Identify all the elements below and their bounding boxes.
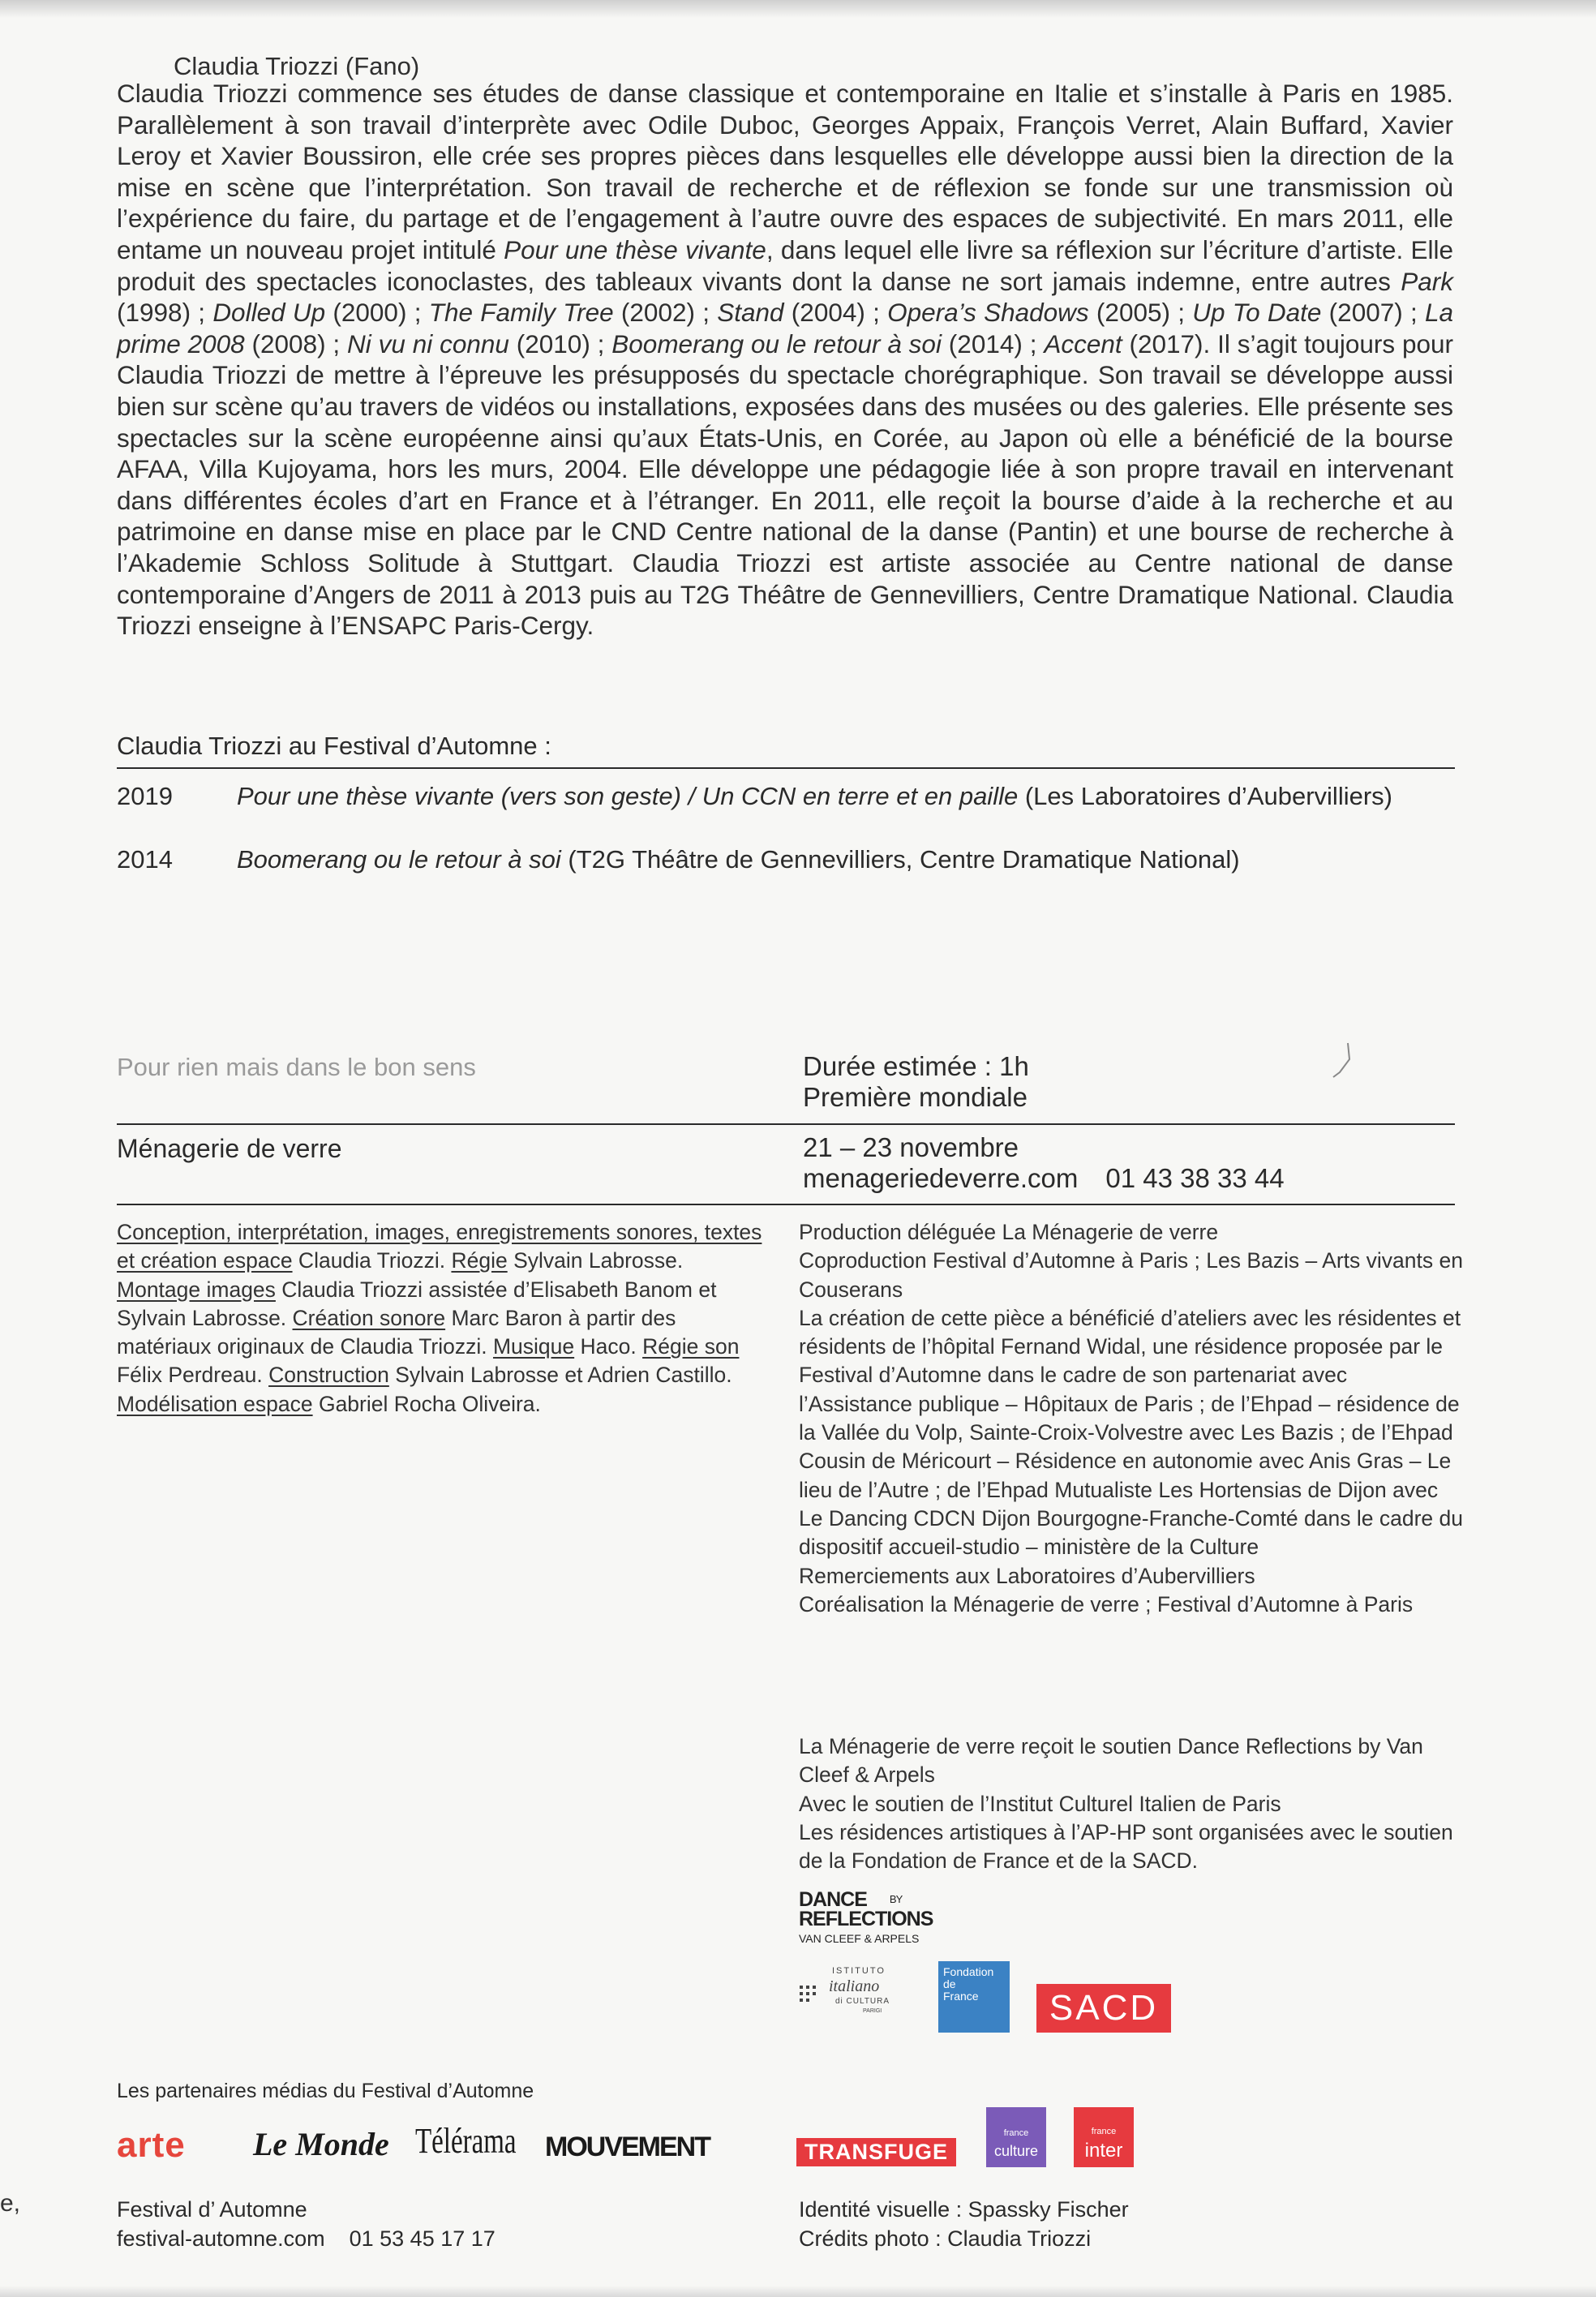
bio-text: (2008) ; [244,328,348,359]
le-monde-logo: Le Monde [253,2126,389,2162]
history-text [237,780,1453,812]
work-title: Accent [1044,328,1122,359]
bio-text: (2014) ; [941,328,1045,359]
history-year: 2019 [117,782,173,810]
credit-role: Montage images [117,1277,276,1302]
work-title: Pour une thèse vivante [504,234,766,264]
fdf-line2: de [943,1977,956,1990]
iic-line2: italiano [829,1977,880,1995]
transfuge-logo: TRANSFUGE [796,2138,956,2166]
credit-names: Félix Perdreau. [117,1363,269,1388]
credit-names: Gabriel Rocha Oliveira. [312,1391,541,1416]
history-venue: (T2G Théâtre de Gennevilliers, Centre Dramatique National) [560,845,1240,874]
venue-contact [803,1163,1285,1194]
bio-text: (2005) ; [1088,298,1193,328]
dr-sub: VAN CLEEF & ARPELS [799,1932,920,1945]
production-line: La création de cette pièce a bénéficié d’ateliers avec les résidentes et résidents de l’hôpital Fernand Widal, une résidence proposée par le Festival d’Automne dans le cadre de son partenariat avec l’Assistance publique – Hôpitaux de Paris ; de l’Ehpad – résidence de la Vallée du Volp, Sainte-Croix-Volvestre avec Les Bazis ; de l’Ehpad Cousin de Méricourt – Résidence en autonomie avec Anis Gras – Le lieu de l’Autre ; de l’Ehpad Mutualiste Les Hortensias de Dijon avec Le Dancing CDCN Dijon Bourgogne-Franche-Comté dans le cadre du dispositif accueil-studio – ministère de la Culture [799,1305,1463,1560]
history-title: Pour une thèse vivante (vers son geste) / Un CCN en terre et en paille [237,782,1019,810]
production-line: Coréalisation la Ménagerie de verre ; Festival d’Automne à Paris [799,1591,1414,1616]
work-title: The Family Tree [428,298,614,328]
work-title: Stand [717,298,784,328]
mouvement-logo: MOUVEMENT [545,2132,710,2162]
work-title: La prime 2008 [117,298,1454,359]
scan-top-shadow [0,0,1596,18]
bio-text: (2010) ; [508,328,612,359]
photo-credits: Crédits photo : Claudia Triozzi [799,2226,1092,2251]
fculture-name: culture [993,2143,1039,2159]
festival-website[interactable]: festival-automne.com [117,2226,325,2251]
partners-label: Les partenaires médias du Festival d’Automne [117,2080,534,2102]
credit-role: Modélisation espace [117,1391,313,1416]
visual-identity: Identité visuelle : Spassky Fischer [799,2197,1129,2222]
bio-heading: Claudia Triozzi (Fano) [174,52,420,80]
show-premiere: Première mondiale [803,1082,1028,1112]
bio-paragraph [117,78,1453,642]
credit-role: Régie son [642,1334,740,1359]
support-line: La Ménagerie de verre reçoit le soutien Dance Reflections by Van Cleef & Arpels [799,1734,1423,1788]
divider [117,1123,1455,1125]
history-text [237,844,1453,875]
fdf-line1: Fondation [943,1965,994,1978]
credit-role: Musique [492,1334,575,1359]
credit-role: Conception, interprétation, images, enregistrements sonores, textes et création espace [117,1220,762,1273]
credit-names: Sylvain Labrosse et Adrien Castillo. [388,1363,732,1388]
credit-role: Construction [268,1363,389,1388]
support-block [799,1732,1464,1875]
festival-name: Festival d’ Automne [117,2197,307,2222]
sacd-logo: SACD [1036,1984,1171,2033]
iic-line3: di CULTURA [835,1997,890,2006]
festival-history-heading: Claudia Triozzi au Festival d’Automne : [117,732,551,760]
dance-reflections-logo [799,1890,933,1948]
bio-text: (2017). Il s’agit toujours pour Claudia Triozzi de mettre à l’épreuve les présupposés du spectacle chorégraphique. Son travail se développe aussi bien sur scène qu’au travers de vidéos ou installations, exposées dans des musées ou des galeries. Elle présente ses spectacles sur la scène européenne ainsi qu’aux États-Unis, en Corée, au Japon où elle a bénéficié de la bourse AFAA, Villa Kujoyama, hors les murs, 2004. Elle développe une pédagogie liée à son propre travail en intervenant dans différentes écoles d’art en France et à l’étranger. En 2011, elle reçoit la bourse d’aide à la recherche et au patrimoine en danse mise en place par le CND Centre national de la danse (Pantin) et une bourse de recherche à l’Akademie Schloss Solitude à Stuttgart. Claudia Triozzi est artiste associée au Centre national de danse contemporaine d’Angers de 2011 à 2013 puis au T2G Théâtre de Gennevilliers, Centre Dramatique National. Claudia Triozzi enseigne à l’ENSAPC Paris-Cergy. [117,328,1454,641]
france-culture-logo [986,2107,1046,2167]
show-duration: Durée estimée : 1h [803,1051,1029,1081]
fculture-top: france [1003,2128,1029,2138]
dr-line1: DANCE $^{BY}$ [799,1888,903,1911]
divider [117,767,1455,769]
iic-line4: PARIGI [863,2008,882,2014]
arte-logo: arte [117,2125,186,2165]
production-line: Coproduction Festival d’Automne à Paris ; Les Bazis – Arts vivants en Couserans [799,1248,1463,1302]
work-title: Opera’s Shadows [887,298,1089,328]
bio-text: (1998) ; [117,298,213,328]
dr-line2: REFLECTIONS [799,1908,933,1930]
margin-fragment: e, [0,2190,21,2217]
bio-text: (2004) ; [783,298,888,328]
fdf-line3: France [943,1990,979,2003]
production-block [799,1218,1464,1619]
scan-bottom-shadow [0,2286,1596,2297]
history-title: Boomerang ou le retour à soi [237,845,561,874]
bio-text: (2007) ; [1321,298,1425,328]
telerama-logo: Télérama [415,2121,517,2161]
iic-line1: ISTITUTO [832,1966,886,1976]
history-year: 2014 [117,845,173,874]
dr-by: BY [889,1893,903,1905]
bio-text: , dans lequel elle livre sa réflexion sur l’écriture d’artiste. Elle produit des spectacles iconoclastes, des tableaux vivants dont la danse ne sort jamais indemne, entre autres [117,234,1453,296]
support-line: Les résidences artistiques à l’AP-HP sont organisées avec le soutien de la Fondation de France et de la SACD. [799,1819,1453,1874]
venue-website[interactable]: menageriedeverre.com [803,1163,1079,1193]
divider [117,1204,1455,1205]
istituto-italiano-logo [798,1961,912,2024]
production-line: Production déléguée La Ménagerie de verre [799,1220,1219,1244]
production-line: Remerciements aux Laboratoires d’Aubervilliers [799,1563,1255,1588]
festival-contact [117,2224,496,2253]
credits-footer [799,2195,1129,2253]
work-title: Dolled Up [212,298,326,328]
credit-names: Haco. [574,1334,643,1359]
bio-text: Claudia Triozzi commence ses études de danse classique et contemporaine en Italie et s’installe à Paris en 1985. Parallèlement à son travail d’interprète avec Odile Duboc, Georges Appaix, François Verret, Alain Buffard, Xavier Leroy et Xavier Boussiron, elle crée ses propres pièces dans lesquelles elle développe aussi bien la direction de la mise en scène que l’interprétation. Son travail de recherche et de réflexion se fonde sur une transmission où l’expérience du faire, du partage et de l’engagement à l’autre ouvre des espaces de subjectivité. En mars 2011, elle entame un nouveau projet intitulé [117,79,1453,264]
work-title: Ni vu ni connu [347,328,509,359]
support-line: Avec le soutien de l’Institut Culturel Italien de Paris [799,1791,1281,1816]
venue-name: Ménagerie de verre [117,1134,342,1163]
finter-name: inter [1084,2140,1123,2162]
fondation-de-france-logo [938,1961,1010,2033]
credit-role: Création sonore [292,1305,446,1330]
festival-footer [117,2195,496,2253]
work-title: Up To Date [1192,298,1322,328]
credit-role: Régie [451,1248,508,1273]
credits-block [117,1218,766,1419]
france-inter-logo [1074,2107,1134,2167]
credit-names: Claudia Triozzi. [292,1248,452,1273]
bio-text: (2000) ; [325,298,429,328]
iic-grid-icon [798,1968,830,2016]
history-venue: (Les Laboratoires d’Aubervilliers) [1018,782,1392,810]
show-dates: 21 – 23 novembre [803,1132,1019,1162]
credit-names: Claudia Triozzi assistée d’Elisabeth Banom et Sylvain Labrosse. [117,1277,717,1330]
credit-names: Marc Baron à partir des matériaux originaux de Claudia Triozzi. [117,1305,676,1359]
festival-phone: 01 53 45 17 17 [349,2226,496,2251]
stray-pen-mark [1315,1040,1353,1088]
work-title: Park [1401,266,1453,296]
bio-text: (2002) ; [613,298,718,328]
credit-names: Sylvain Labrosse. [507,1248,684,1273]
venue-phone: 01 43 38 33 44 [1105,1163,1285,1193]
show-title: Pour rien mais dans le bon sens [117,1053,476,1081]
work-title: Boomerang ou le retour à soi [611,328,942,359]
finter-top: france [1091,2127,1117,2136]
